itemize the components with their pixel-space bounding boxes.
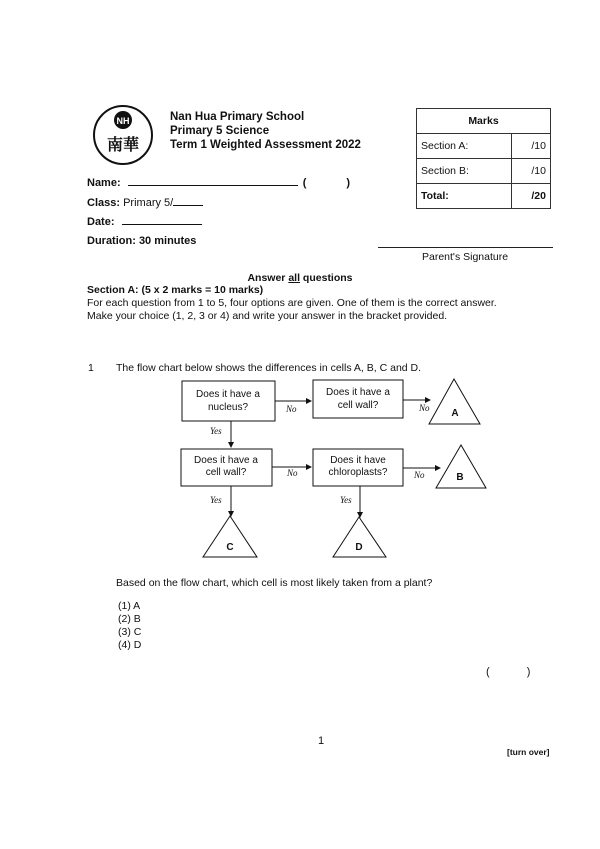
name-field[interactable]: Name: ( ) [87,177,351,189]
cell-c-label: C [226,542,234,553]
question-prompt: Based on the flow chart, which cell is most likely taken from a plant? [116,577,433,589]
instruction-line-1: For each question from 1 to 5, four options are given. One of them is the correct answer. [87,297,497,309]
instruction-line-2: Make your choice (1, 2, 3 or 4) and write your answer in the bracket provided. [87,310,448,322]
box1-line2: nucleus? [207,402,249,413]
marks-header: Marks [417,109,551,134]
box4-line2: chloroplasts? [328,467,388,478]
option-2[interactable]: (2) B [118,613,141,625]
box4-line1: Does it have [330,455,386,466]
signature-label: Parent's Signature [422,251,509,263]
section-a-score: /10 [511,134,550,159]
svg-text:南華: 南華 [106,135,140,154]
answer-bracket[interactable]: ( ) [486,666,531,678]
name-label: Name: [87,177,121,189]
label-yes-1: Yes [210,426,222,436]
class-label: Class: [87,197,121,209]
turn-over-note: [turn over] [507,747,550,757]
date-label: Date: [87,216,115,228]
class-value: Primary 5/ [123,197,174,209]
label-yes-3: Yes [340,495,352,505]
option-3[interactable]: (3) C [118,626,142,638]
label-no-1: No [286,404,297,414]
question-number: 1 [88,362,94,374]
box2-line1: Does it have a [326,387,390,398]
section-a-heading: Section A: (5 x 2 marks = 10 marks) [87,284,264,296]
total-score: /20 [511,184,550,209]
question-text: The flow chart below shows the differences in cells A, B, C and D. [116,362,422,374]
box3-line2: cell wall? [205,467,247,478]
cell-d-label: D [355,542,363,553]
section-b-score: /10 [511,159,550,184]
option-4[interactable]: (4) D [118,639,142,651]
label-no-2: No [419,403,430,413]
box3-line1: Does it have a [194,455,258,466]
section-b-label: Section B: [417,159,512,184]
label-no-3: No [287,468,298,478]
total-label: Total: [417,184,512,209]
label-no-4: No [414,470,425,480]
school-name: Nan Hua Primary School [170,111,305,123]
answer-all-heading: Answer all questions [247,272,353,284]
section-a-label: Section A: [417,134,512,159]
option-1[interactable]: (1) A [118,600,141,612]
svg-text:NH: NH [116,116,130,126]
label-yes-2: Yes [210,495,222,505]
cell-b-label: B [456,472,464,483]
box2-line2: cell wall? [337,400,379,411]
box1-line1: Does it have a [196,389,260,400]
assessment-title: Term 1 Weighted Assessment 2022 [170,139,361,151]
flow-box-nucleus [182,381,275,421]
duration: Duration: 30 minutes [87,235,197,247]
cell-a-label: A [451,408,459,419]
page-number: 1 [318,735,325,747]
subject-line: Primary 5 Science [170,125,270,137]
flow-box-cell-wall-1 [313,380,403,418]
